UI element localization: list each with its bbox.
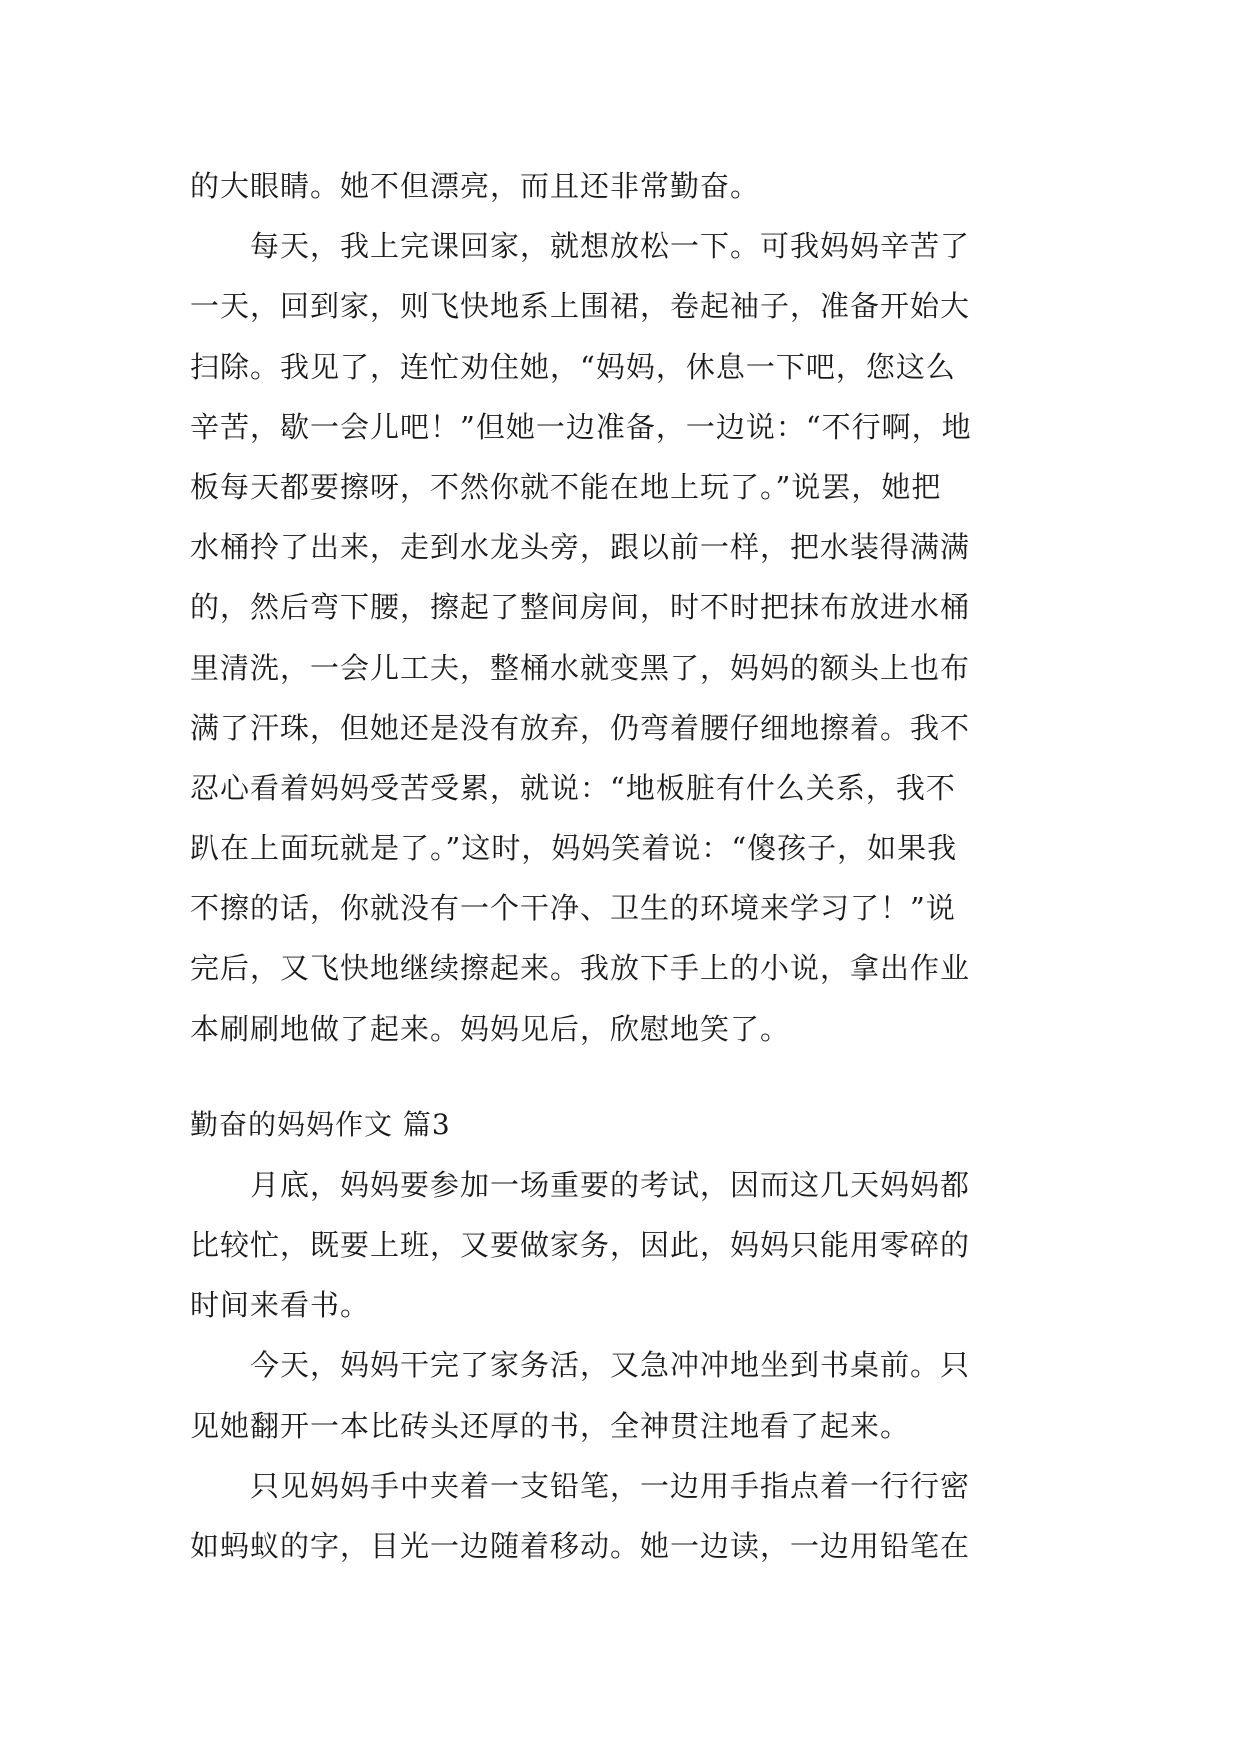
paragraph-line: 时间来看书。 (190, 1288, 371, 1323)
section-gap (190, 1059, 1050, 1095)
paragraph-line: 完后，又飞快地继续擦起来。我放下手上的小说，拿出作业 (190, 951, 971, 986)
paragraph-line: 每天，我上完课回家，就想放松一下。可我妈妈辛苦了 (250, 229, 971, 264)
paragraph-line: 忍心看着妈妈受苦受累，就说：“地板脏有什么关系，我不 (190, 770, 956, 805)
paragraph-line: 月底，妈妈要参加一场重要的考试，因而这几天妈妈都 (250, 1167, 971, 1202)
paragraph-line: 水桶拎了出来，走到水龙头旁，跟以前一样，把水装得满满 (190, 530, 971, 565)
paragraph-line: 板每天都要擦呀，不然你就不能在地上玩了。”说罢，她把 (190, 469, 942, 504)
document-page (190, 156, 1050, 1576)
paragraph-line: 见她翻开一本比砖头还厚的书，全神贯注地看了起来。 (190, 1408, 911, 1443)
paragraph-line: 只见妈妈手中夹着一支铅笔，一边用手指点着一行行密 (250, 1468, 971, 1503)
paragraph-line: 今天，妈妈干完了家务活，又急冲冲地坐到书桌前。只 (250, 1348, 971, 1383)
paragraph-line: 辛苦，歇一会儿吧！”但她一边准备，一边说：“不行啊，地 (190, 409, 972, 444)
paragraph-line: 一天，回到家，则飞快地系上围裙，卷起袖子，准备开始大 (190, 289, 971, 324)
section-title: 勤奋的妈妈作文 篇3 (190, 1107, 451, 1141)
paragraph-line: 的大眼睛。她不但漂亮，而且还非常勤奋。 (190, 169, 761, 203)
paragraph-line: 满了汗珠，但她还是没有放弃，仍弯着腰仔细地擦着。我不 (190, 710, 971, 745)
paragraph-line: 趴在上面玩就是了。”这时，妈妈笑着说：“傻孩子，如果我 (190, 831, 958, 866)
paragraph-line: 里清洗，一会儿工夫，整桶水就变黑了，妈妈的额头上也布 (190, 650, 971, 685)
paragraph-line: 如蚂蚁的字，目光一边随着移动。她一边读，一边用铅笔在 (190, 1528, 971, 1563)
paragraph-line: 不擦的话，你就没有一个干净、卫生的环境来学习了！”说 (190, 891, 956, 926)
paragraph-line: 比较忙，既要上班，又要做家务，因此，妈妈只能用零碎的 (190, 1228, 971, 1262)
paragraph-line: 扫除。我见了，连忙劝住她，“妈妈，休息一下吧，您这么 (190, 349, 956, 384)
paragraph-line: 本刷刷地做了起来。妈妈见后，欣慰地笑了。 (190, 1011, 791, 1046)
paragraph-line: 的，然后弯下腰，擦起了整间房间，时不时把抹布放进水桶 (190, 590, 971, 625)
